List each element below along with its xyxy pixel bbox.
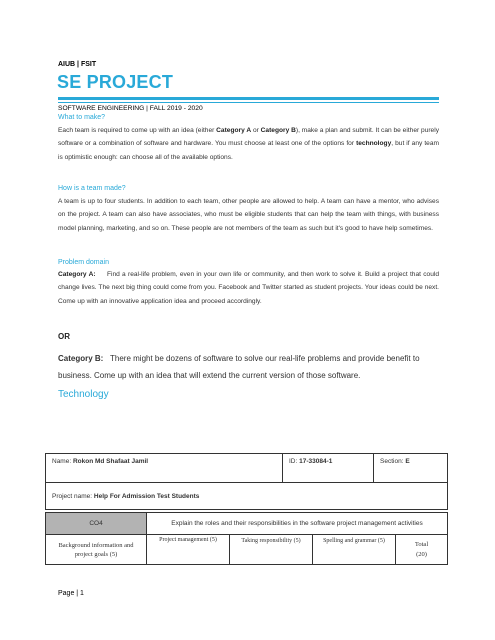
paragraph-what-to-make: Each team is required to come up with an idea (either Category A or Category B), make a plan and submit. It can be either purely software or a combination of software and hardware. You must choose at least one of the options for technology, but if any team is optimistic enough: can choose all of the available options. <box>58 127 439 161</box>
heading-what-to-make: What to make? <box>58 114 106 121</box>
category-a-label: Category A: <box>58 271 96 278</box>
org-header: AIUB | FSIT <box>58 61 97 68</box>
paragraph-team: A team is up to four students. In addition to each team, other people are allowed to help. A team can have a mentor, who advises on the project. A team can also have associates, who must be eligible students that can help the team with things, with business model planning, marketing, and so on. These people are not members of the team as such but it's good to have help sometimes. <box>58 198 439 232</box>
co-label-cell: CO4 <box>46 513 147 535</box>
rubric-responsibility: Taking responsibility (5) <box>230 535 313 565</box>
heading-problem-domain: Problem domain <box>58 259 109 266</box>
rubric-table <box>45 512 448 565</box>
paragraph-category-b: Category B: There might be dozens of software to solve our real-life problems and provide benefit to business. Come up with an idea that will extend the current version of those software. <box>58 354 420 380</box>
co-description: Explain the roles and their responsibilities in the software project management activities <box>147 513 448 535</box>
paragraph-category-a: Category A: Find a real-life problem, even in your own life or community, and then work to solve it. Build a project that could change lives. The next big thing could come from you. Facebook and Twitter started as student projects. Your ideas could be next. Come up with an innovative application idea and proceed accordingly. <box>58 271 439 305</box>
id-cell: ID: 17-33084-1 <box>283 454 374 483</box>
category-b-label: Category B: <box>58 354 104 363</box>
section-cell: Section: E <box>374 454 448 483</box>
rubric-background: Background information and project goals (5) <box>46 535 147 565</box>
rubric-total: Total (20) <box>396 535 448 565</box>
project-name-cell: Project name: Help For Admission Test Students <box>46 483 448 510</box>
page-footer: Page | 1 <box>58 590 84 597</box>
rubric-spelling-grammar: Spelling and grammar (5) <box>313 535 396 565</box>
title-rule-thin <box>58 102 439 103</box>
student-info-table <box>45 453 448 510</box>
name-cell: Name: Rokon Md Shafaat Jamil <box>46 454 283 483</box>
category-a-ref: Category A <box>216 127 252 134</box>
rubric-project-management: Project management (5) <box>147 535 230 565</box>
heading-technology: Technology <box>58 389 109 400</box>
technology-ref: technology <box>356 140 392 148</box>
page-title: SE PROJECT <box>57 72 174 92</box>
category-b-ref: Category B <box>260 127 296 134</box>
student-section: E <box>405 458 410 465</box>
or-separator: OR <box>58 332 70 341</box>
student-id: 17-33084-1 <box>299 458 333 465</box>
student-name: Rokon Md Shafaat Jamil <box>72 458 149 465</box>
title-rule-thick <box>58 97 439 100</box>
project-name: Help For Admission Test Students <box>93 492 200 500</box>
course-subtitle: SOFTWARE ENGINEERING | FALL 2019 - 2020 <box>58 105 203 112</box>
heading-team: How is a team made? <box>58 185 126 192</box>
